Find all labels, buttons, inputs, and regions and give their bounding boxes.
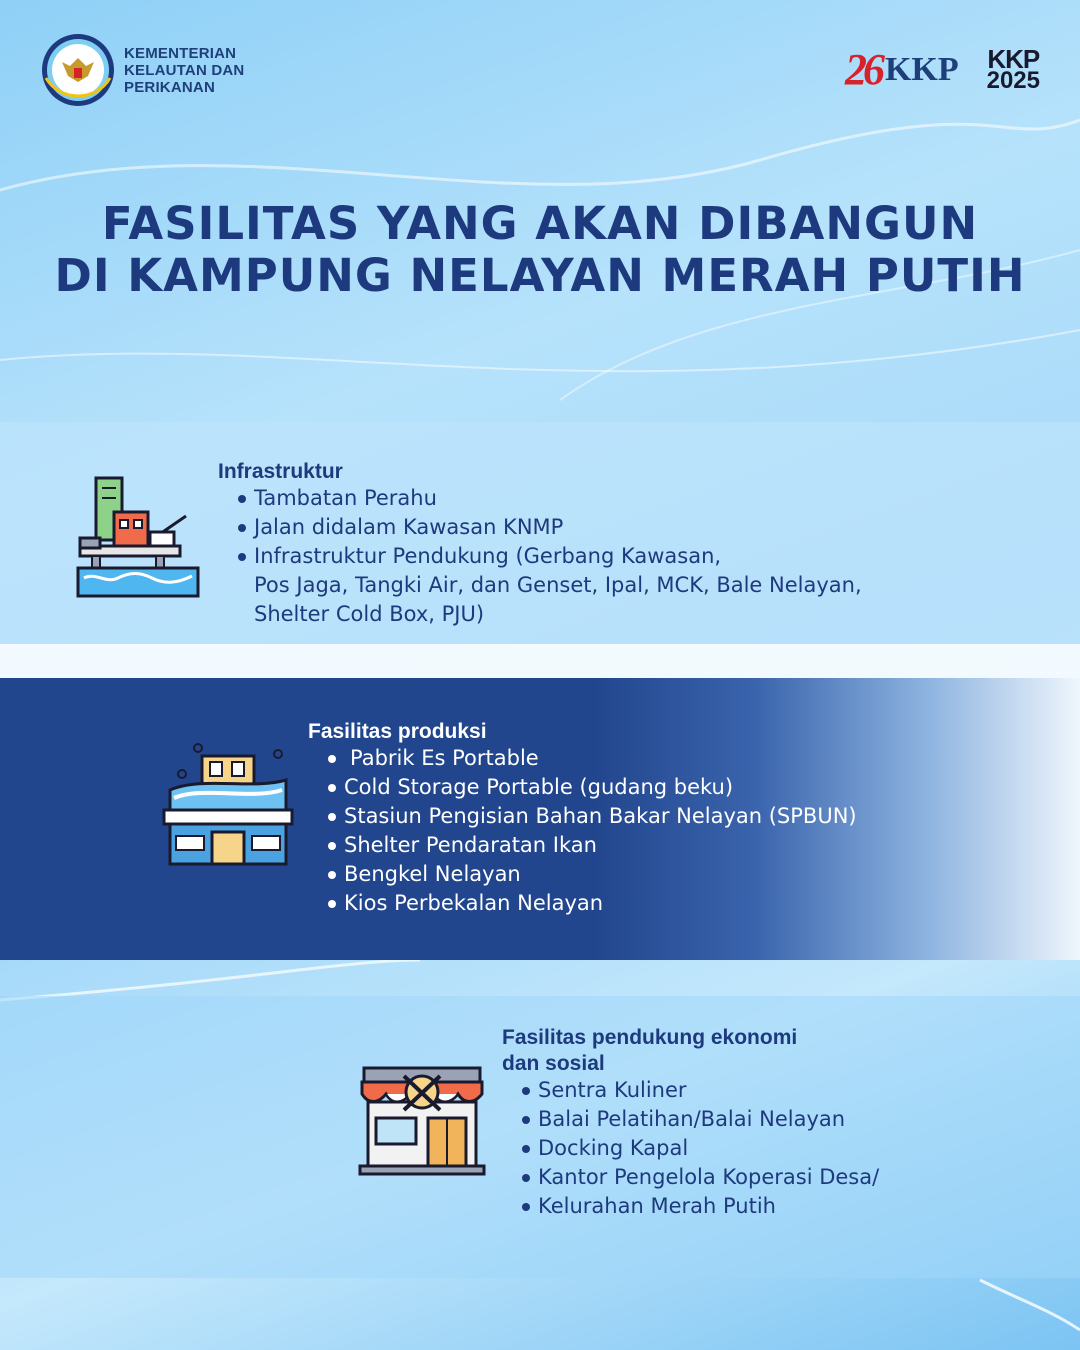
ministry-name-line3: PERIKANAN — [124, 78, 215, 96]
produksi-list — [326, 744, 857, 918]
section-pendukung-ekonomi-sosial — [0, 996, 1080, 1278]
list-item-line: Pos Jaga, Tangki Air, dan Genset, Ipal, MCK, Bale Nelayan, — [254, 573, 862, 597]
offshore-platform-icon — [76, 476, 200, 600]
page-title — [0, 198, 1080, 302]
anniversary-number: 26 — [844, 45, 881, 94]
ministry-emblem-icon — [40, 32, 116, 108]
section-heading-ekonomi-line1: Fasilitas pendukung ekonomi — [502, 1026, 798, 1049]
anniversary-kkp-text: KKP — [884, 50, 959, 88]
header-ministry — [40, 32, 244, 108]
list-item: Kelurahan Merah Putih — [520, 1192, 879, 1221]
list-item: Jalan didalam Kawasan KNMP — [236, 513, 862, 542]
ekonomi-sosial-content — [502, 1026, 879, 1221]
ministry-name — [124, 45, 244, 96]
kkp-2025-logo-bottom: 2025 — [986, 66, 1040, 94]
list-item-line: Shelter Cold Box, PJU) — [254, 602, 485, 626]
ministry-name-line2: KELAUTAN DAN — [124, 61, 245, 79]
kkp-2025-logo-top: KKP — [987, 43, 1040, 74]
ekonomi-sosial-list — [520, 1076, 879, 1221]
infrastruktur-list — [236, 484, 862, 629]
ministry-name-line1: KEMENTERIAN — [124, 44, 237, 62]
list-item: Cold Storage Portable (gudang beku) — [326, 773, 857, 802]
list-item — [236, 542, 862, 629]
section-fasilitas-produksi — [0, 678, 1080, 960]
page-title-line2: DI KAMPUNG NELAYAN MERAH PUTIH — [54, 249, 1026, 302]
list-item-line: Infrastruktur Pendukung (Gerbang Kawasan, — [254, 544, 722, 568]
list-item: Kantor Pengelola Koperasi Desa/ — [520, 1163, 879, 1192]
page-title-line1: FASILITAS YANG AKAN DIBANGUN — [101, 197, 979, 250]
infrastruktur-content — [218, 460, 862, 629]
section-infrastruktur — [0, 422, 1080, 644]
produksi-content — [308, 720, 857, 918]
list-item: Stasiun Pengisian Bahan Bakar Nelayan (SPBUN) — [326, 802, 857, 831]
divider-strip — [0, 644, 1080, 678]
list-item: Shelter Pendaratan Ikan — [326, 831, 857, 860]
anniversary-26-logo — [845, 44, 959, 95]
list-item: Kios Perbekalan Nelayan — [326, 889, 857, 918]
restaurant-store-icon — [358, 1064, 486, 1176]
kkp-2025-logo — [986, 43, 1040, 94]
section-heading-ekonomi-line2: dan sosial — [502, 1052, 605, 1075]
section-heading-infrastruktur: Infrastruktur — [218, 460, 343, 483]
list-item: Tambatan Perahu — [236, 484, 862, 513]
ice-factory-icon — [162, 740, 294, 872]
list-item: Sentra Kuliner — [520, 1076, 879, 1105]
list-item: Bengkel Nelayan — [326, 860, 857, 889]
section-heading-produksi: Fasilitas produksi — [308, 720, 487, 743]
list-item: Balai Pelatihan/Balai Nelayan — [520, 1105, 879, 1134]
header-logos — [845, 44, 1040, 95]
list-item: Docking Kapal — [520, 1134, 879, 1163]
list-item: Pabrik Es Portable — [326, 744, 857, 773]
